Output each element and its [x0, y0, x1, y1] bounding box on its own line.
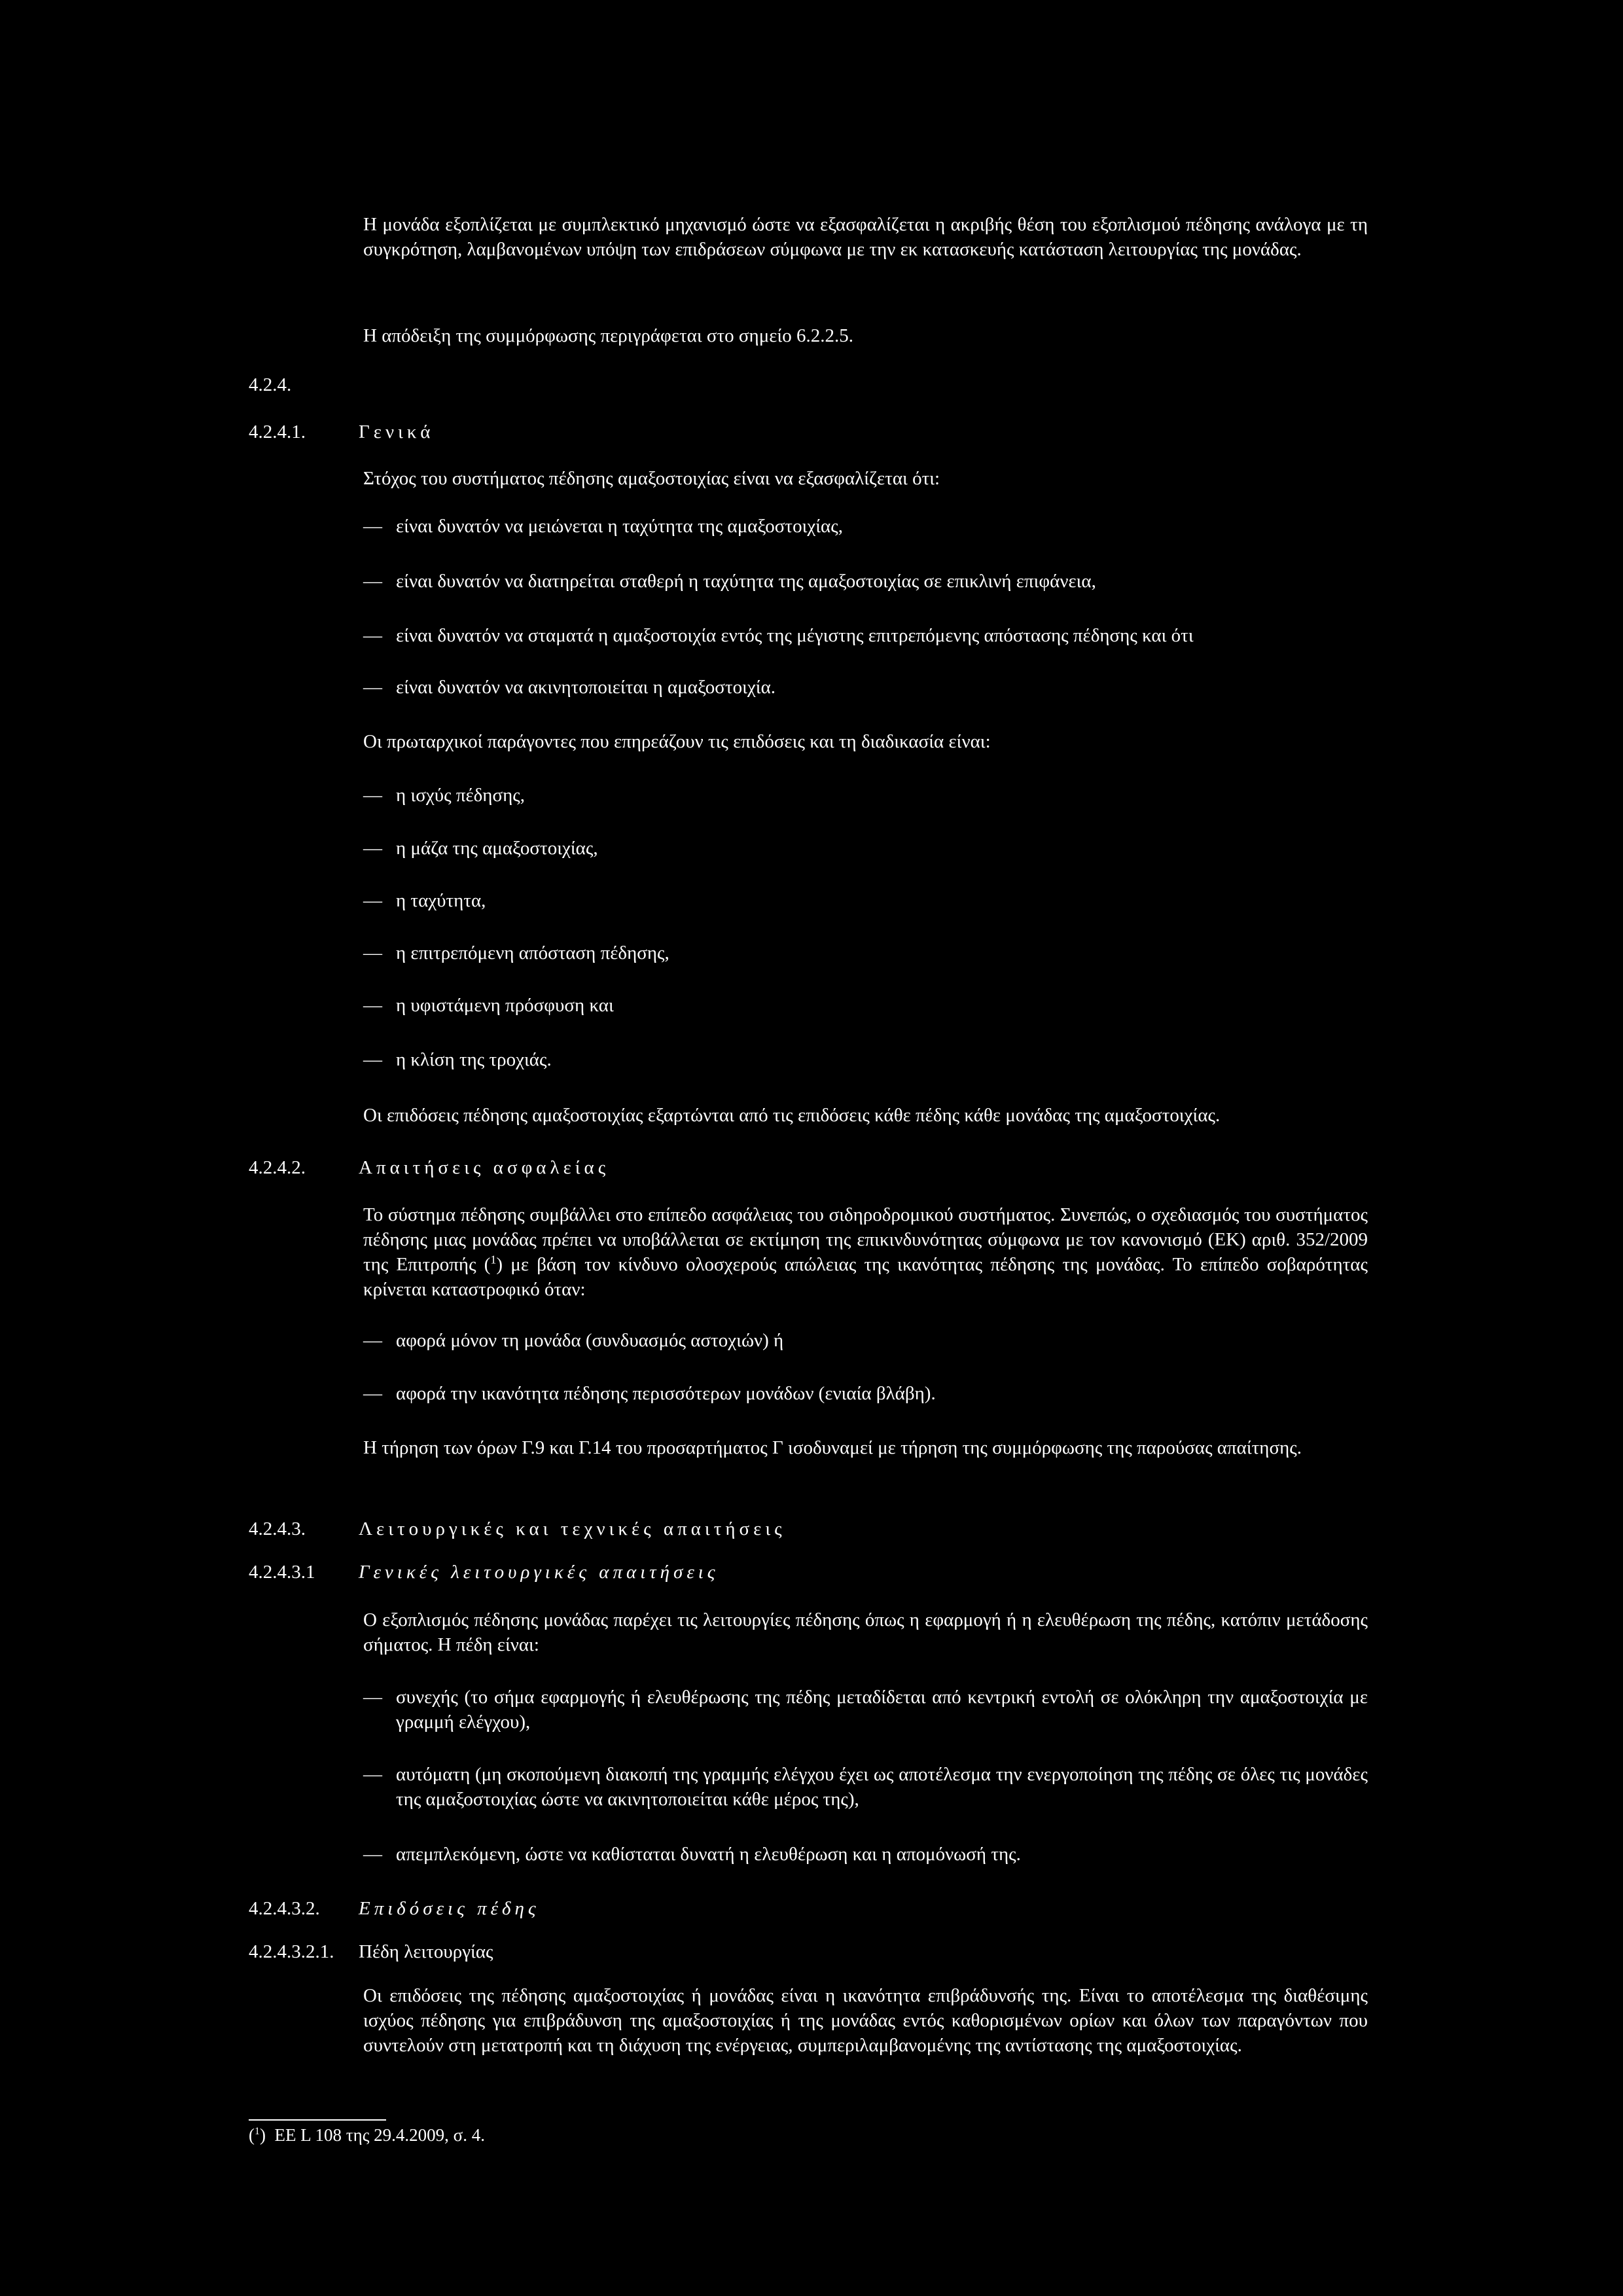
paragraph-primary-factors: Οι πρωταρχικοί παράγοντες που επηρεάζουν τις επιδόσεις και τη διαδικασία είναι: [363, 731, 991, 752]
list-item-text: αυτόματη (μη σκοπούμενη διακοπή της γραμμής ελέγχου έχει ως αποτέλεσμα την ενεργοποίηση της πέδης σε όλες τις μονάδες της αμαξοστοιχίας ώστε να ακινητοποιείται κάθε μέρος της), [396, 1764, 1368, 1810]
list-item-text: η μάζα της αμαξοστοιχίας, [396, 838, 598, 859]
list-item-text: είναι δυνατόν να μειώνεται η ταχύτητα της αμαξοστοιχίας, [396, 516, 843, 537]
intro-paragraph-coupling: Η μονάδα εξοπλίζεται με συμπλεκτικό μηχανισμό ώστε να εξασφαλίζεται η ακριβής θέση του εξοπλισμού πέδησης ανάλογα με τη συγκρότηση, λαμβανομένων υπόψη των επιδράσεων σύμφωνα με την εκ κατασκευής κατάσταση λειτουργίας της μονάδας. [363, 214, 1368, 260]
footnote-text: ΕΕ L 108 της 29.4.2009, σ. 4. [274, 2125, 485, 2145]
paragraph-text-after-footnote: ) με βάση τον κίνδυνο ολοσχερούς απώλειας της ικανότητας πέδησης της μονάδας. Το επίπεδο σοβαρότητας κρίνεται καταστροφικό όταν: [363, 1254, 1368, 1300]
dash-marker: — [363, 785, 382, 806]
dash-marker: — [363, 942, 382, 963]
dash-marker: — [363, 890, 382, 911]
dash-marker: — [363, 571, 382, 592]
list-item-text: συνεχής (το σήμα εφαρμογής ή ελευθέρωσης της πέδης μεταδίδεται από κεντρική εντολή σε ολόκληρη την αμαξοστοιχία με γραμμή ελέγχου), [396, 1687, 1368, 1732]
dash-marker: — [363, 677, 382, 698]
section-number-4-2-4-3: 4.2.4.3. [249, 1518, 306, 1539]
section-number-4-2-4-3-2: 4.2.4.3.2. [249, 1898, 320, 1919]
dash-marker: — [363, 625, 382, 646]
dash-marker: — [363, 838, 382, 859]
dash-marker: — [363, 516, 382, 537]
list-item-text: είναι δυνατόν να σταματά η αμαξοστοιχία εντός της μέγιστης επιτρεπόμενης απόστασης πέδησης και ότι [396, 625, 1194, 646]
list-item-text: είναι δυνατόν να ακινητοποιείται η αμαξοστοιχία. [396, 677, 776, 698]
paragraph-braking-objective: Στόχος του συστήματος πέδησης αμαξοστοιχίας είναι να εξασφαλίζεται ότι: [363, 468, 940, 489]
dash-marker: — [363, 1687, 382, 1708]
footnote-reference: 1 [490, 1253, 497, 1266]
list-item-text: η ισχύς πέδησης, [396, 785, 525, 806]
list-item-text: απεμπλεκόμενη, ώστε να καθίσταται δυνατή η ελευθέρωση και η απομόνωσή της. [396, 1844, 1021, 1865]
list-item-text: η επιτρεπόμενη απόσταση πέδησης, [396, 942, 669, 963]
list-item-text: η ταχύτητα, [396, 890, 486, 911]
paragraph-compliance-conditions: Η τήρηση των όρων Γ.9 και Γ.14 του προσαρτήματος Γ ισοδυναμεί με τήρηση της συμμόρφωσης της παρούσας απαίτησης. [363, 1437, 1302, 1458]
footnote: ($^1$) ΕΕ L 108 της 29.4.2009, σ. 4. [249, 2125, 485, 2145]
dash-marker: — [363, 1330, 382, 1351]
section-number-4-2-4: 4.2.4. [249, 374, 292, 395]
dash-marker: — [363, 1764, 382, 1785]
section-number-4-2-4-2: 4.2.4.2. [249, 1157, 306, 1178]
section-number-4-2-4-3-2-1: 4.2.4.3.2.1. [249, 1941, 334, 1962]
section-title-safety-requirements: Απαιτήσεις ασφαλείας [359, 1157, 610, 1178]
section-number-4-2-4-3-1: 4.2.4.3.1 [249, 1562, 315, 1583]
dash-marker: — [363, 1383, 382, 1404]
list-item-text: η κλίση της τροχιάς. [396, 1049, 552, 1070]
paragraph-train-performance: Οι επιδόσεις πέδησης αμαξοστοιχίας εξαρτώνται από τις επιδόσεις κάθε πέδης κάθε μονάδας της αμαξοστοιχίας. [363, 1105, 1221, 1126]
paragraph-safety-assessment [363, 1202, 1368, 1302]
footnote-marker: 1 [255, 2126, 260, 2137]
dash-marker: — [363, 995, 382, 1016]
list-item-text: είναι δυνατόν να διατηρείται σταθερή η ταχύτητα της αμαξοστοιχίας σε επικλινή επιφάνεια, [396, 571, 1096, 592]
paragraph-service-brake-performance: Οι επιδόσεις της πέδησης αμαξοστοιχίας ή μονάδας είναι η ικανότητα επιβράδυνσής της. Είναι το αποτέλεσμα της διαθέσιμης ισχύος πέδησης για επιβράδυνση της αμαξοστοιχίας ή της μονάδας εντός καθορισμένων ορίων και όλων των παραγόντων που συντελούν στη μετατροπή και τη διάχυση της ενέργειας, συμπεριλαμβανομένης της αντίστασης της αμαξοστοιχίας. [363, 1985, 1368, 2056]
section-title-general-functional: Γενικές λειτουργικές απαιτήσεις [359, 1562, 719, 1583]
footnote-separator [249, 2119, 386, 2121]
section-number-4-2-4-1: 4.2.4.1. [249, 422, 306, 442]
dash-marker: — [363, 1049, 382, 1070]
section-title-service-brake: Πέδη λειτουργίας [359, 1941, 493, 1962]
section-title-functional-technical: Λειτουργικές και τεχνικές απαιτήσεις [359, 1518, 786, 1539]
intro-paragraph-proof: Η απόδειξη της συμμόρφωσης περιγράφεται στο σημείο 6.2.2.5. [363, 325, 853, 346]
list-item-text: αφορά την ικανότητα πέδησης περισσότερων μονάδων (ενιαία βλάβη). [396, 1383, 936, 1404]
paragraph-brake-functions: Ο εξοπλισμός πέδησης μονάδας παρέχει τις λειτουργίες πέδησης όπως η εφαρμογή ή η ελευθέρωση της πέδης, κατόπιν μετάδοσης σήματος. Η πέδη είναι: [363, 1609, 1368, 1655]
dash-marker: — [363, 1844, 382, 1865]
list-item-text: η υφιστάμενη πρόσφυση και [396, 995, 614, 1016]
section-title-brake-performance: Επιδόσεις πέδης [359, 1898, 540, 1919]
section-title-general: Γενικά [359, 422, 435, 442]
paragraph-text-before-footnote: Το σύστημα πέδησης συμβάλλει στο επίπεδο ασφάλειας του σιδηροδρομικού συστήματος. Συνεπώς, ο σχεδιασμός του συστήματος πέδησης μιας μονάδας πρέπει να υποβάλλεται σε εκτίμηση της επικινδυνότητας σύμφωνα με τον κανονισμό (ΕΚ) αριθ. 352/2009 της Επιτροπής ( [363, 1204, 1368, 1275]
list-item-text: αφορά μόνον τη μονάδα (συνδυασμός αστοχιών) ή [396, 1330, 784, 1351]
